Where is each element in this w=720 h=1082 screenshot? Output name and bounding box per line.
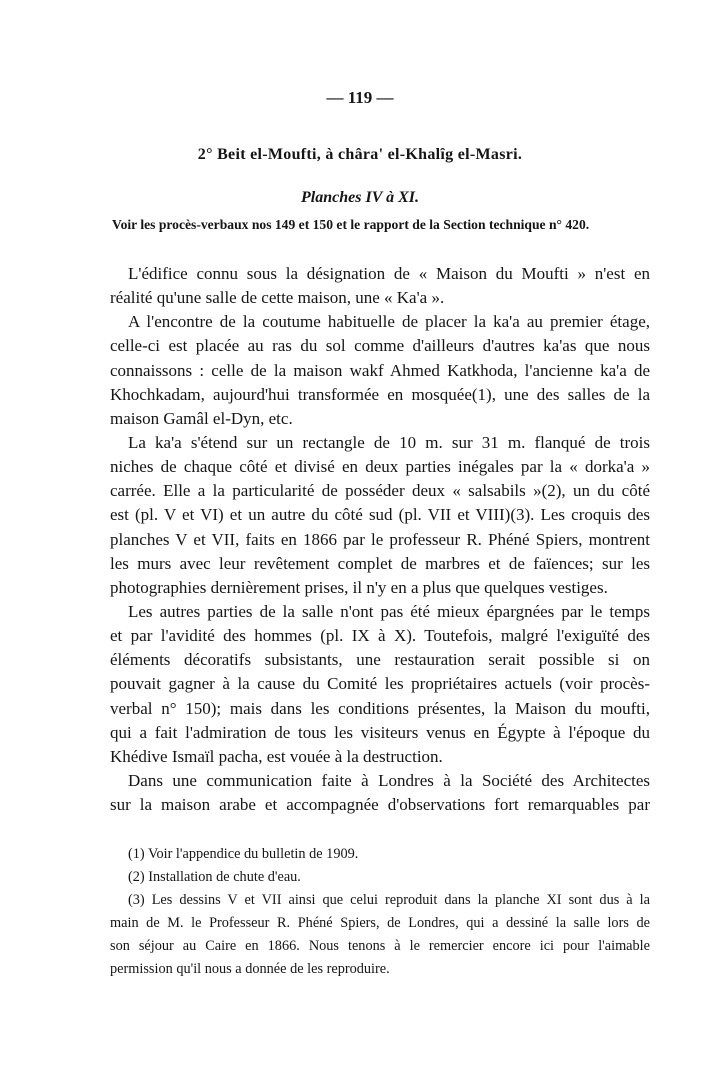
paragraph-line: et par l'avidité des hommes (pl. IX à X). Toutefois, malgré l'exiguïté des (110, 626, 650, 646)
footnote-line: permission qu'il nous a donnée de les reproduire. (110, 961, 390, 977)
paragraph-line: réalité qu'une salle de cette maison, une « Ka'a ». (110, 288, 445, 308)
footnote-line: son séjour au Caire en 1866. Nous tenons à le remercier encore ici pour l'aimable (110, 938, 650, 954)
paragraph-line: verbal n° 150); mais dans les conditions présentes, la Maison du moufti, (110, 698, 650, 718)
paragraph-line: Les autres parties de la salle n'ont pas été mieux épargnées par le temps (128, 601, 650, 621)
paragraph-line: celle-ci est placée au ras du sol comme d'ailleurs d'autres ka'as que nous (110, 336, 650, 356)
paragraph-line: Khédive Ismaïl pacha, est vouée à la destruction. (110, 746, 443, 766)
paragraph-line: Khochkadam, aujourd'hui transformée en mosquée(1), une des salles de la (110, 384, 650, 404)
paragraph-line: Dans une communication faite à Londres à la Société des Architectes (128, 770, 650, 790)
page-number: — 119 — (326, 88, 394, 107)
paragraph-line: pouvait gagner à la cause du Comité les propriétaires actuels (voir procès- (110, 674, 650, 694)
footnote-line: (2) Installation de chute d'eau. (128, 869, 301, 885)
footnote-line: (1) Voir l'appendice du bulletin de 1909. (128, 846, 359, 862)
paragraph-line: L'édifice connu sous la désignation de « Maison du Moufti » n'est en (128, 264, 650, 283)
paragraph-line: photographies dernièrement prises, il n'y en a plus que quelques vestiges. (110, 577, 608, 597)
paragraph-line: est (pl. V et VI) et un autre du côté sud (pl. VII et VIII)(3). Les croquis des (110, 505, 650, 525)
paragraph-line: A l'encontre de la coutume habituelle de placer la ka'a au premier étage, (128, 312, 650, 332)
plates-subtitle: Planches IV à XI. (301, 189, 419, 206)
footnotes (110, 843, 650, 981)
paragraph-line: niches de chaque côté et divisé en deux parties inégales par la « dorka'a » (110, 457, 650, 477)
paragraph-line: La ka'a s'étend sur un rectangle de 10 m. sur 31 m. flanqué de trois (128, 432, 650, 452)
paragraph-line: qui a fait l'admiration de tous les visiteurs venus en Égypte à l'époque du (110, 722, 650, 742)
paragraph-line: sur la maison arabe et accompagnée d'observations fort remarquables par (110, 795, 650, 815)
footnote-line: (3) Les dessins V et VII ainsi que celui reproduit dans la planche XI sont dus à la (128, 892, 650, 908)
reference-note: Voir les procès-verbaux nos 149 et 150 et le rapport de la Section technique n° 420. (112, 217, 590, 232)
paragraph-line: maison Gamâl el-Dyn, etc. (110, 408, 293, 428)
paragraph-line: carrée. Elle a la particularité de posséder deux « salsabils »(2), un du côté (110, 481, 650, 501)
footnote-line: main de M. le Professeur R. Phéné Spiers, de Londres, qui a dessiné la salle lors de (110, 915, 650, 931)
body-text (110, 262, 650, 817)
paragraph-line: les murs avec leur revêtement complet de marbres et de faïences; sur les (110, 553, 650, 573)
paragraph-line: connaissons : celle de la maison wakf Ahmed Katkhoda, l'ancienne ka'a de (110, 360, 650, 380)
paragraph-line: éléments décoratifs subsistants, une restauration serait possible si on (110, 650, 650, 670)
paragraph-line: planches V et VII, faits en 1866 par le professeur R. Phéné Spiers, montrent (110, 529, 650, 549)
section-title: 2° Beit el-Moufti, à châra' el-Khalîg el-Masri. (197, 146, 523, 163)
